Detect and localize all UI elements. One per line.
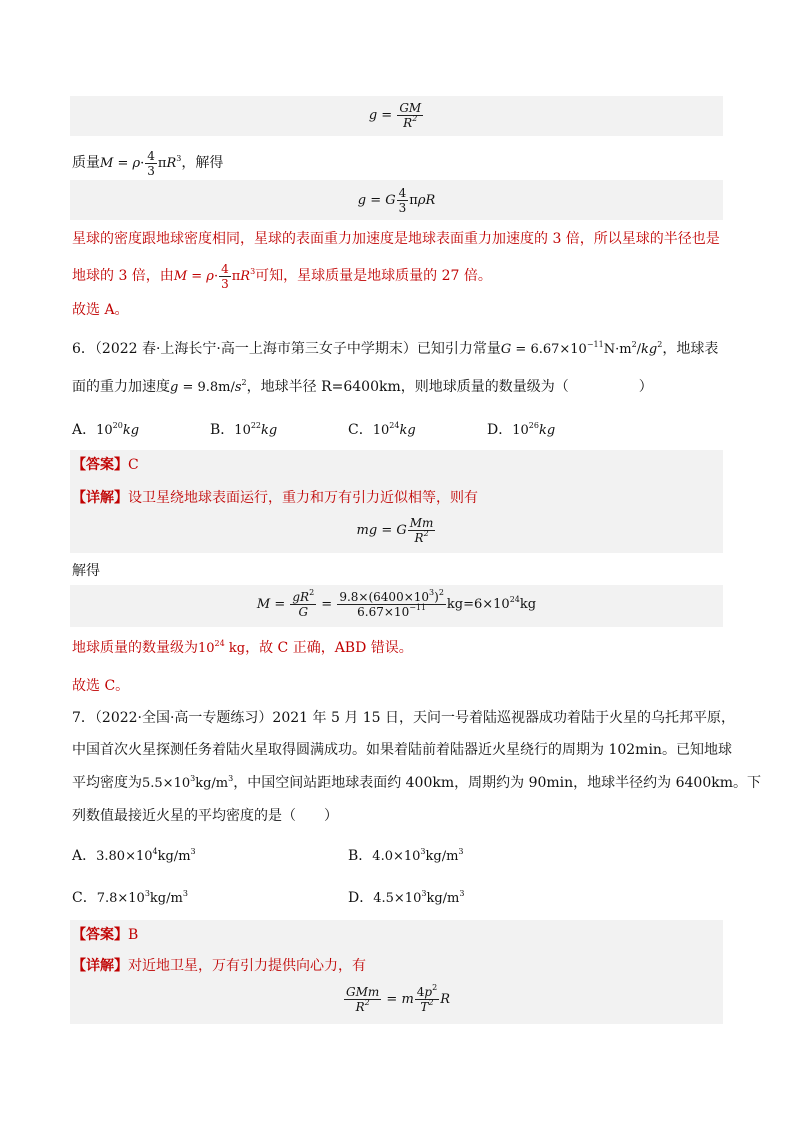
q6-option-a: A．$10^{20}kg$ bbox=[72, 421, 140, 438]
conclusion-5: 故选 A。 bbox=[72, 302, 129, 318]
density-explanation-line-2: 地球的 3 倍，由M = ρ· $\frac{4}{3}$ $\pi R^3$可知，星球质量是地球质量的 27 倍。 bbox=[72, 262, 492, 291]
q7-stem-line-1: 7．（2022·全国·高一专题练习）2021 年 5 月 15 日，天问一号着陆巡视器成功着陆于火星的乌托邦平原， bbox=[72, 710, 736, 726]
q7-answer-line: 【答案】B bbox=[72, 927, 139, 943]
formula-g-equals-gm-over-r2: g = $\frac{GM}{R^2}$ bbox=[368, 101, 422, 130]
formula-centripetal-force: $\frac{\text{GMm}}{R^2}$ = m $\frac{4p^2}{T^2}$ R bbox=[346, 983, 450, 1014]
formula-mg-equals-gmm-over-r2: mg = G $\frac{Mm}{R^2}$ bbox=[356, 516, 434, 545]
q7-option-b: B．$4.0\times 10^3kg/m^3$ bbox=[348, 847, 464, 864]
q6-option-b: B．$10^{22}kg$ bbox=[210, 421, 278, 438]
q7-stem-line-2: 中国首次火星探测任务着陆火星取得圆满成功。如果着陆前着陆器近火星绕行的周期为 102min。已知地球 bbox=[72, 742, 732, 758]
q7-detail-line: 【详解】对近地卫星，万有引力提供向心力，有 bbox=[72, 958, 366, 974]
q6-answer-line: 【答案】C bbox=[72, 457, 139, 473]
q7-option-c: C．$7.8\times 10^3kg/m^3$ bbox=[72, 889, 188, 906]
q6-result-line: 地球质量的数量级为$10^{24}$ kg，故 C 正确，ABD 错误。 bbox=[72, 639, 413, 656]
density-explanation-line-1: 星球的密度跟地球密度相同，星球的表面重力加速度是地球表面重力加速度的 3 倍，所以星球的半径也是 bbox=[72, 231, 720, 247]
formula-g-density-radius: g = G $\frac{4}{3}$ πρR bbox=[357, 186, 436, 215]
q7-stem-line-4: 列数值最接近火星的平均密度的是（ ） bbox=[72, 808, 338, 824]
q6-detail-line: 【详解】设卫星绕地球表面运行，重力和万有引力近似相等，则有 bbox=[72, 490, 478, 506]
q7-option-a: A．$3.80\times 10^4kg/m^3$ bbox=[72, 847, 196, 864]
q6-option-c: C．$10^{24}kg$ bbox=[348, 421, 416, 438]
mass-definition-line: 质量M = ρ· $\frac{4}{3}$ $\pi R^3$，解得 bbox=[72, 149, 224, 178]
q6-stem-line-1: 6．（2022 春·上海长宁·高一上海市第三女子中学期末）已知引力常量$G = 6.67\times 10^{-11}N\cdot m^2/kg^2$，地球表 bbox=[72, 340, 719, 357]
formula-earth-mass-calculation: M = $\frac{gR^2}{G}$ = $\frac{9.8\times(6400\times 10^3)^2}{6.67\times 10^{-11}}$ $kg=6\times 10^{24}kg$ bbox=[256, 588, 537, 619]
q6-stem-line-2: 面的重力加速度$g = 9.8m/s^2$，地球半径 R=6400km，则地球质量的数量级为（ ） bbox=[72, 378, 653, 395]
q6-solve-label: 解得 bbox=[72, 563, 100, 579]
q7-stem-line-3: 平均密度为$5.5\times 10^3kg/m^3$，中国空间站距地球表面约 400km，周期约为 90min，地球半径约为 6400km。下 bbox=[72, 774, 762, 791]
conclusion-6: 故选 C。 bbox=[72, 678, 130, 694]
q7-option-d: D．$4.5\times 10^3kg/m^3$ bbox=[348, 889, 465, 906]
q6-option-d: D．$10^{26}kg$ bbox=[487, 421, 556, 438]
